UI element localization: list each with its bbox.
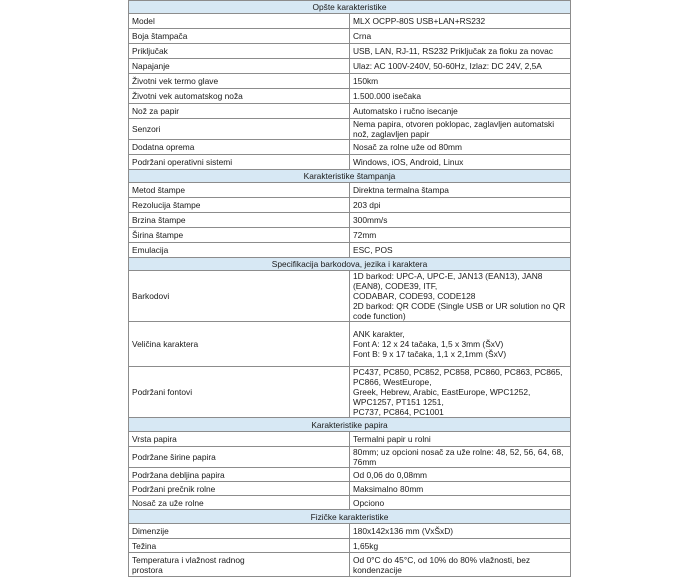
spec-value: Maksimalno 80mm	[350, 482, 571, 496]
spec-value: Nosač za rolne uže od 80mm	[350, 140, 571, 155]
spec-value: Automatsko i ručno isecanje	[350, 104, 571, 119]
spec-value: 1,65kg	[350, 539, 571, 553]
section-header	[129, 258, 571, 271]
spec-value: MLX OCPP-80S USB+LAN+RS232	[350, 14, 571, 29]
spec-value: Od 0°C do 45°C, od 10% do 80% vlažnosti, bez kondenzacije	[350, 553, 571, 577]
spec-key: Metod štampe	[129, 183, 350, 198]
spec-row	[129, 89, 571, 104]
section-header	[129, 1, 571, 14]
spec-value: 300mm/s	[350, 213, 571, 228]
spec-row	[129, 482, 571, 496]
section-header-cell	[129, 170, 571, 183]
spec-row	[129, 432, 571, 447]
section-header	[129, 510, 571, 524]
spec-key: Dodatna oprema	[129, 140, 350, 155]
spec-key: Temperatura i vlažnost radnog prostora	[129, 553, 350, 577]
section-title: Opšte karakteristike	[312, 2, 387, 12]
spec-key: Težina	[129, 539, 350, 553]
section-header	[129, 418, 571, 432]
spec-row	[129, 367, 571, 418]
spec-key: Širina štampe	[129, 228, 350, 243]
section-title: Fizičke karakteristike	[310, 511, 389, 522]
spec-value: Opciono	[350, 496, 571, 510]
spec-value: ANK karakter, Font A: 12 x 24 tačaka, 1,5 x 3mm (ŠxV) Font B: 9 x 17 tačaka, 1,1 x 2,1mm (ŠxV)	[350, 322, 571, 367]
spec-row	[129, 198, 571, 213]
spec-key: Barkodovi	[129, 271, 350, 322]
spec-value: Direktna termalna štampa	[350, 183, 571, 198]
spec-row	[129, 44, 571, 59]
spec-row	[129, 213, 571, 228]
spec-row	[129, 553, 571, 577]
spec-value: 80mm; uz opcioni nosač za uže rolne: 48, 52, 56, 64, 68, 76mm	[350, 447, 571, 468]
spec-key: Nosač za uže rolne	[129, 496, 350, 510]
spec-value: 180x142x136 mm (VxŠxD)	[350, 524, 571, 539]
spec-value: Od 0,06 do 0,08mm	[350, 468, 571, 482]
spec-row	[129, 271, 571, 322]
spec-key: Podržani operativni sistemi	[129, 155, 350, 170]
spec-key: Emulacija	[129, 243, 350, 258]
spec-key: Podržane širine papira	[129, 447, 350, 468]
spec-key: Vrsta papira	[129, 432, 350, 447]
spec-row	[129, 183, 571, 198]
spec-key: Podržani prečnik rolne	[129, 482, 350, 496]
section-header-cell	[129, 418, 571, 432]
spec-row	[129, 322, 571, 367]
spec-key: Brzina štampe	[129, 213, 350, 228]
spec-row	[129, 496, 571, 510]
spec-key: Životni vek termo glave	[129, 74, 350, 89]
spec-value: ESC, POS	[350, 243, 571, 258]
section-title: Karakteristike papira	[311, 419, 388, 430]
section-title: Karakteristike štampanja	[303, 171, 396, 181]
spec-value: Crna	[350, 29, 571, 44]
spec-table	[128, 0, 571, 577]
spec-key: Priključak	[129, 44, 350, 59]
spec-row	[129, 29, 571, 44]
spec-key: Podržani fontovi	[129, 367, 350, 418]
spec-row	[129, 539, 571, 553]
section-header-cell	[129, 258, 571, 271]
spec-value: 203 dpi	[350, 198, 571, 213]
spec-key: Napajanje	[129, 59, 350, 74]
spec-row	[129, 155, 571, 170]
spec-row	[129, 447, 571, 468]
spec-value: Nema papira, otvoren poklopac, zaglavljen automatski nož, zaglavljen papir	[350, 119, 571, 140]
section-header	[129, 170, 571, 183]
spec-key: Senzori	[129, 119, 350, 140]
spec-key: Model	[129, 14, 350, 29]
spec-value: 1D barkod: UPC-A, UPC-E, JAN13 (EAN13), JAN8 (EAN8), CODE39, ITF, CODABAR, CODE93, CODE128 2D barkod: QR CODE (Single USB or UR solution no QR code function)	[350, 271, 571, 322]
spec-value: USB, LAN, RJ-11, RS232 Priključak za fioku za novac	[350, 44, 571, 59]
spec-row	[129, 243, 571, 258]
spec-key: Dimenzije	[129, 524, 350, 539]
spec-key: Boja štampača	[129, 29, 350, 44]
spec-value: Ulaz: AC 100V-240V, 50-60Hz, Izlaz: DC 24V, 2,5A	[350, 59, 571, 74]
spec-value: 1.500.000 isečaka	[350, 89, 571, 104]
spec-value: Windows, iOS, Android, Linux	[350, 155, 571, 170]
spec-row	[129, 14, 571, 29]
spec-row	[129, 119, 571, 140]
section-title: Specifikacija barkodova, jezika i karaktera	[271, 259, 428, 269]
spec-row	[129, 524, 571, 539]
spec-row	[129, 74, 571, 89]
spec-value: 72mm	[350, 228, 571, 243]
spec-row	[129, 59, 571, 74]
spec-value: Termalni papir u rolni	[350, 432, 571, 447]
spec-value: 150km	[350, 74, 571, 89]
spec-key: Podržana debljina papira	[129, 468, 350, 482]
spec-key: Životni vek automatskog noža	[129, 89, 350, 104]
spec-value: PC437, PC850, PC852, PC858, PC860, PC863, PC865, PC866, WestEurope, Greek, Hebrew, Arabic, EastEurope, WPC1252, WPC1257, PT151 1251, PC737, PC864, PC1001	[350, 367, 571, 418]
spec-key: Veličina karaktera	[129, 322, 350, 367]
section-header-cell	[129, 1, 571, 14]
section-header-cell	[129, 510, 571, 524]
spec-key: Rezolucija štampe	[129, 198, 350, 213]
spec-key: Nož za papir	[129, 104, 350, 119]
spec-row	[129, 468, 571, 482]
spec-row	[129, 228, 571, 243]
spec-row	[129, 140, 571, 155]
spec-row	[129, 104, 571, 119]
